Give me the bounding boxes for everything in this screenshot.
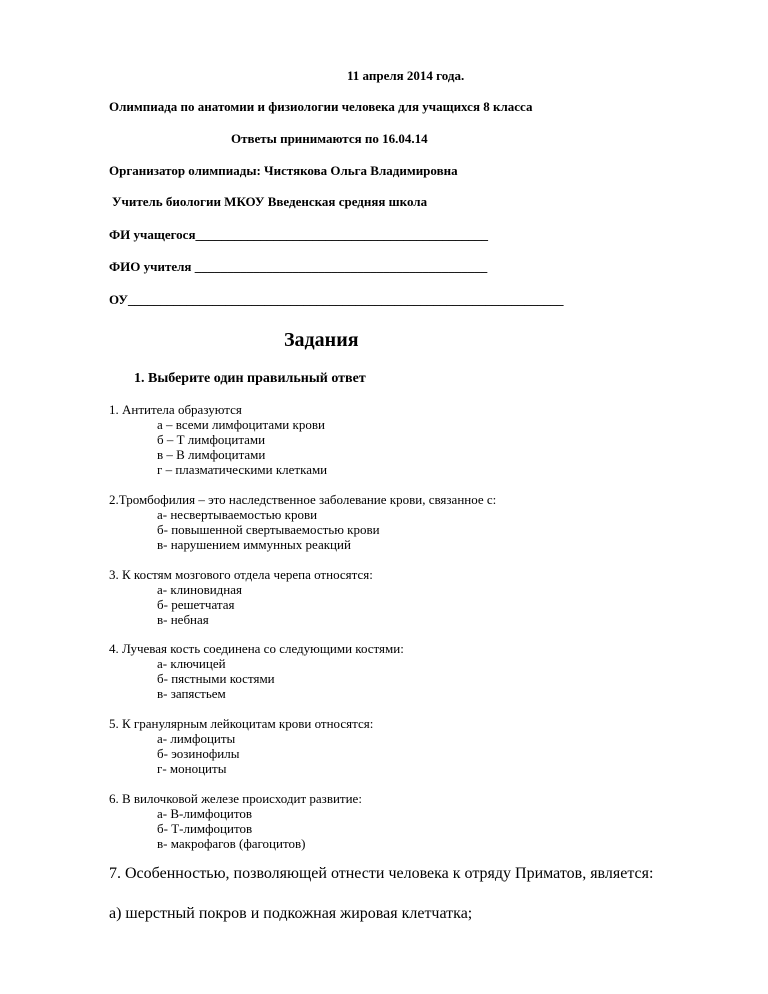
question-4-option-c: в- запястьем bbox=[157, 686, 226, 701]
school-label: ОУ bbox=[109, 292, 128, 307]
question-1-option-a: а – всеми лимфоцитами крови bbox=[157, 417, 325, 432]
teacher-name-blank: _____________________________________________ bbox=[194, 259, 488, 274]
question-6-option-c: в- макрофагов (фагоцитов) bbox=[157, 836, 306, 851]
question-2: 2.Тромбофилия – это наследственное заболевание крови, связанное с: bbox=[109, 492, 497, 507]
school-blank: __________________________ bbox=[127, 292, 297, 307]
question-7-option-a: а) шерстный покров и подкожная жировая клетчатка; bbox=[109, 905, 473, 922]
question-6-option-b: б- Т-лимфоцитов bbox=[157, 821, 253, 836]
question-1: 1. Антитела образуются bbox=[109, 402, 242, 417]
question-1-option-d: г – плазматическими клетками bbox=[157, 462, 328, 477]
question-3: 3. К костям мозгового отдела черепа относятся: bbox=[109, 567, 373, 582]
question-6-option-a: а- В-лимфоцитов bbox=[157, 806, 253, 821]
organizer-line: Организатор олимпиады: Чистякова Ольга Владимировна bbox=[109, 163, 458, 178]
olympiad-title: Олимпиада по анатомии и физиологии человека для учащихся 8 класса bbox=[109, 99, 533, 114]
student-name-blank: _____________________________________________ bbox=[195, 227, 488, 242]
student-name-field bbox=[109, 227, 488, 243]
task-1-heading: 1. Выберите один правильный ответ bbox=[134, 371, 366, 386]
question-3-option-c: в- небная bbox=[157, 612, 209, 627]
question-1-option-c: в – В лимфоцитами bbox=[157, 447, 266, 462]
school-blank-2: _________________________________________ bbox=[296, 292, 564, 307]
teacher-name-field bbox=[109, 259, 487, 275]
question-1-option-b: б – Т лимфоцитами bbox=[157, 432, 266, 447]
teacher-name-label: ФИО учителя bbox=[109, 259, 192, 274]
question-7: 7. Особенностью, позволяющей отнести человека к отряду Приматов, является: bbox=[109, 865, 654, 882]
question-4-option-b: б- пястными костями bbox=[157, 671, 275, 686]
school-field bbox=[109, 292, 563, 308]
question-5-option-b: б- эозинофилы bbox=[157, 746, 240, 761]
section-title: Задания bbox=[284, 329, 359, 351]
deadline-line: Ответы принимаются по 16.04.14 bbox=[231, 131, 428, 146]
question-2-option-b: б- повышенной свертываемостью крови bbox=[157, 522, 380, 537]
question-6: 6. В вилочковой железе происходит развитие: bbox=[109, 791, 362, 806]
student-name-label: ФИ учащегося bbox=[109, 227, 196, 242]
question-5-option-a: а- лимфоциты bbox=[157, 731, 236, 746]
question-4-option-a: а- ключицей bbox=[157, 656, 226, 671]
question-5: 5. К гранулярным лейкоцитам крови относятся: bbox=[109, 716, 374, 731]
question-3-option-b: б- решетчатая bbox=[157, 597, 235, 612]
question-2-option-c: в- нарушением иммунных реакций bbox=[157, 537, 351, 552]
question-4: 4. Лучевая кость соединена со следующими костями: bbox=[109, 641, 404, 656]
teacher-info-line: Учитель биологии МКОУ Введенская средняя школа bbox=[112, 194, 428, 209]
question-3-option-a: а- клиновидная bbox=[157, 582, 242, 597]
date-line: 11 апреля 2014 года. bbox=[347, 68, 465, 83]
question-2-option-a: а- несвертываемостью крови bbox=[157, 507, 318, 522]
question-5-option-c: г- моноциты bbox=[157, 761, 227, 776]
